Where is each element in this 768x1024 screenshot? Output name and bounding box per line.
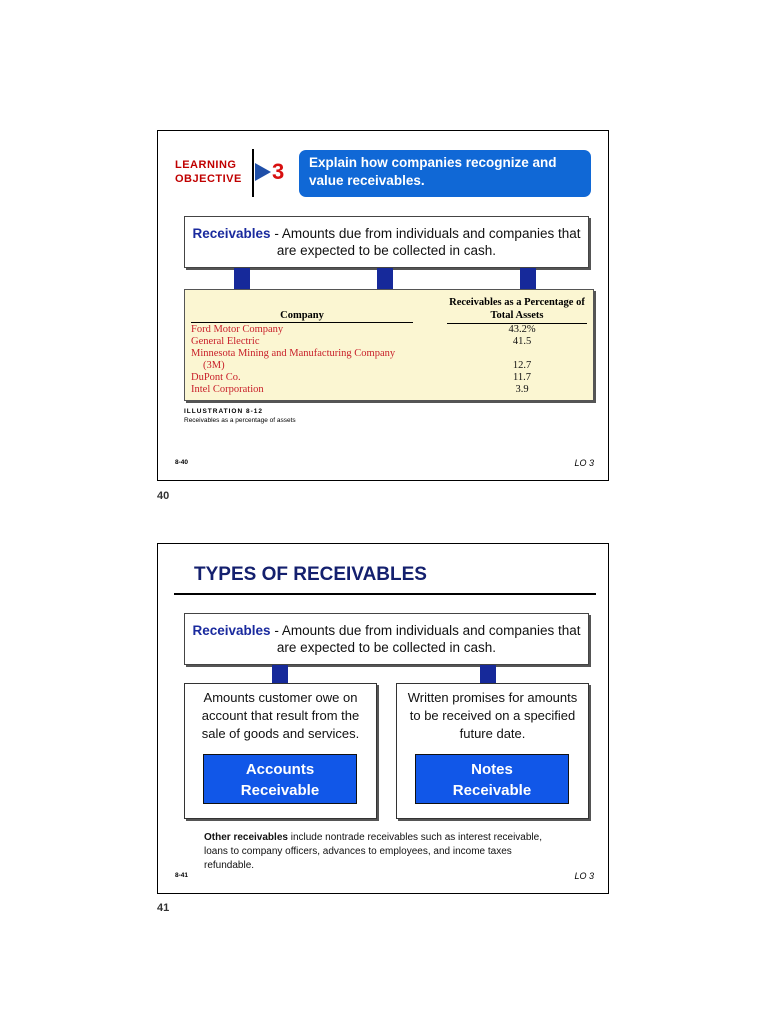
accounts-receivable-label [203, 754, 357, 804]
learning-objective-label [175, 158, 242, 186]
receivables-definition [184, 613, 589, 665]
arrow-right-icon [255, 163, 271, 181]
title-divider [174, 593, 596, 595]
other-receivables-note [204, 831, 564, 873]
notes-label-line2: Receivable [452, 782, 532, 799]
receivables-definition [184, 216, 589, 268]
connector [377, 268, 393, 289]
company-cell: Ford Motor Company [191, 324, 284, 335]
lo-description: Explain how companies recognize and value receivables. [299, 150, 591, 197]
definition-text: - Amounts due from individuals and companies that are expected to be collected in cash. [270, 226, 581, 258]
company-cell: DuPont Co. [191, 372, 241, 383]
page-number: 40 [157, 490, 170, 502]
connector [480, 665, 496, 683]
learning-objective-tag: LO 3 [574, 458, 594, 468]
page-number: 41 [157, 902, 170, 914]
table-header-company: Company [191, 310, 413, 323]
value-cell: 11.7 [513, 372, 531, 383]
accounts-receivable-box [184, 683, 377, 819]
company-cell: Intel Corporation [191, 384, 264, 395]
lo-divider [252, 149, 254, 197]
value-cell: 43.2% [508, 324, 536, 335]
slide-title: TYPES OF RECEIVABLES [194, 564, 427, 585]
connector [520, 268, 536, 289]
table-header-percentage: Receivables as a Percentage of Total Assets [447, 296, 587, 324]
table-row [191, 384, 591, 397]
value-cell: 3.9 [515, 384, 529, 395]
lo-label-line2: OBJECTIVE [175, 173, 242, 185]
illustration-title: ILLUSTRATION 8-12 [184, 408, 263, 415]
accounts-label-line1: Accounts [245, 761, 315, 778]
connector [272, 665, 288, 683]
slide-8-40 [157, 130, 609, 481]
company-cell: Minnesota Mining and Manufacturing Company [191, 348, 396, 359]
definition-term: Receivables [192, 226, 271, 241]
slide-8-41 [157, 543, 609, 894]
value-cell: 41.5 [512, 336, 532, 347]
learning-objective-tag: LO 3 [574, 871, 594, 881]
other-receivables-text: include nontrade receivables such as interest receivable, loans to company officers, advances to employees, and income taxes refundable. [204, 832, 542, 871]
lo-label-line1: LEARNING [175, 159, 237, 171]
lo-number: 3 [272, 159, 285, 184]
definition-text: - Amounts due from individuals and companies that are expected to be collected in cash. [270, 623, 581, 655]
definition-term: Receivables [192, 623, 271, 638]
notes-receivable-description: Written promises for amounts to be received on a specified future date. [407, 690, 578, 741]
other-receivables-term: Other receivables [204, 832, 288, 843]
company-cell: General Electric [191, 336, 260, 347]
connector [234, 268, 250, 289]
value-cell: 12.7 [512, 360, 532, 371]
accounts-label-line2: Receivable [240, 782, 320, 799]
company-cell: (3M) [203, 360, 225, 371]
slide-code: 8-40 [175, 459, 189, 466]
slide-code: 8-41 [175, 872, 189, 879]
accounts-receivable-description: Amounts customer owe on account that result from the sale of goods and services. [201, 690, 360, 741]
notes-receivable-label [415, 754, 569, 804]
notes-receivable-box [396, 683, 589, 819]
receivables-table [184, 289, 594, 401]
notes-label-line1: Notes [471, 761, 513, 778]
illustration-caption: Receivables as a percentage of assets [184, 417, 296, 424]
